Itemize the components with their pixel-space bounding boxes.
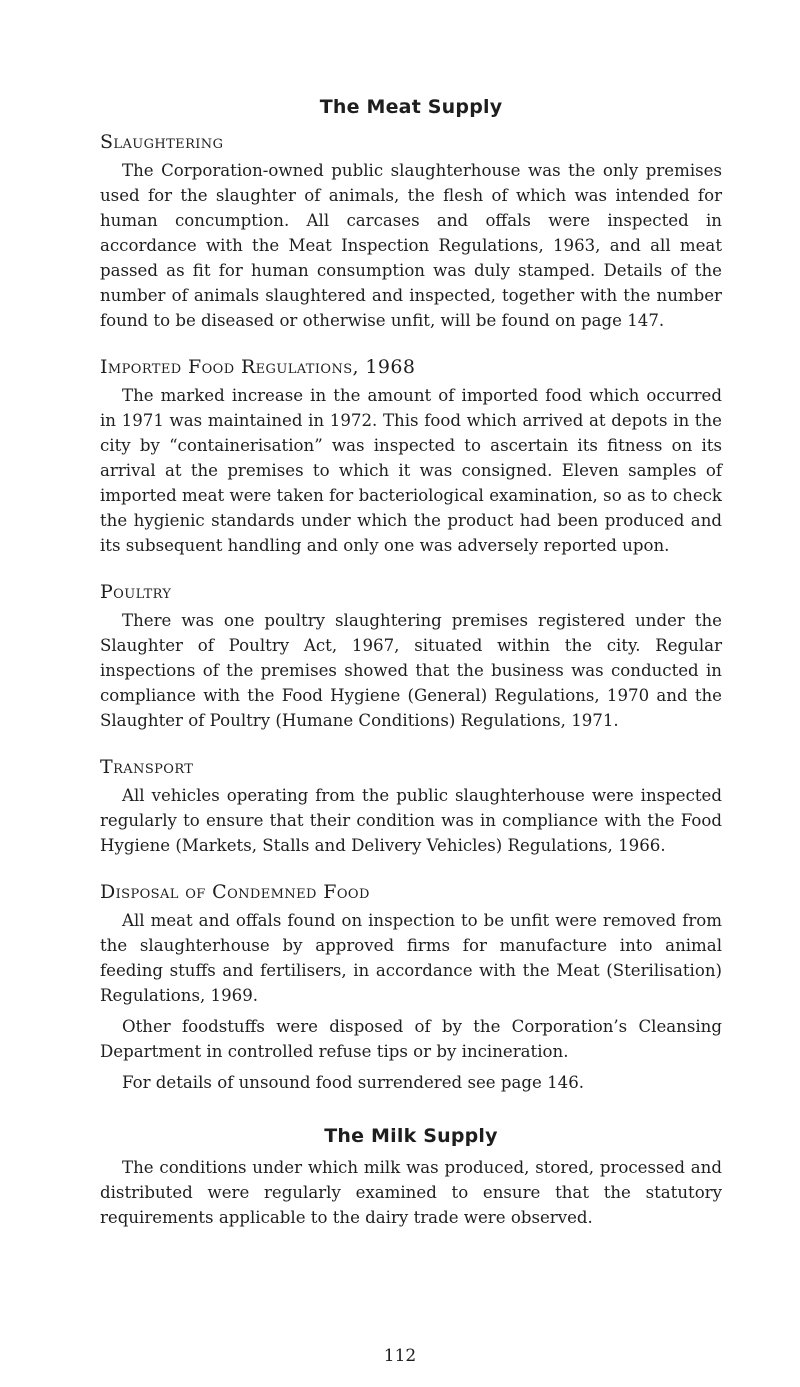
page-number: 112 xyxy=(383,1346,417,1366)
section-poultry xyxy=(100,580,722,733)
meat-supply-heading: The Meat Supply xyxy=(319,96,503,118)
document-page xyxy=(100,96,722,1230)
section-paragraph: There was one poultry slaughtering premises registered under the Slaughter of Poultry Act, 1967, situated within the city. Regular inspections of the premises showed that the business was conducted in compliance with the Food Hygiene (General) Regulations, 1970 and the Slaughter of Poultry (Humane Conditions) Regulations, 1971. xyxy=(100,611,722,730)
section-paragraph: For details of unsound food surrendered see page 146. xyxy=(122,1073,585,1092)
section-heading: Transport xyxy=(100,756,194,778)
section-imported-food xyxy=(100,355,722,558)
section-heading: Disposal of Condemned Food xyxy=(100,881,370,903)
section-heading: Poultry xyxy=(100,581,172,603)
milk-paragraph: The conditions under which milk was produced, stored, processed and distributed were regularly examined to ensure that the statutory requirements applicable to the dairy trade were observed. xyxy=(100,1158,722,1227)
section-heading: Slaughtering xyxy=(100,131,224,153)
milk-supply-heading: The Milk Supply xyxy=(324,1125,498,1147)
section-paragraph: The Corporation-owned public slaughterhouse was the only premises used for the slaughter of animals, the flesh of which was intended for human concumption. All carcases and offals were inspected in accordance with the Meat Inspection Regulations, 1963, and all meat passed as fit for human consumption was duly stamped. Details of the number of animals slaughtered and inspected, together with the number found to be diseased or otherwise unfit, will be found on page 147. xyxy=(100,161,722,330)
section-heading: Imported Food Regulations, 1968 xyxy=(100,356,416,378)
section-paragraph: Other foodstuffs were disposed of by the Corporation’s Cleansing Department in controlled refuse tips or by incineration. xyxy=(100,1017,722,1061)
section-slaughtering xyxy=(100,130,722,333)
section-paragraph: The marked increase in the amount of imported food which occurred in 1971 was maintained in 1972. This food which arrived at depots in the city by “containerisation” was inspected to ascertain its fitness on its arrival at the premises to which it was consigned. Eleven samples of imported meat were taken for bacteriological examination, so as to check the hygienic standards under which the product had been produced and its subsequent handling and only one was adversely reported upon. xyxy=(100,386,722,555)
section-paragraph: All meat and offals found on inspection to be unfit were removed from the slaughterhouse by approved firms for manufacture into animal feeding stuffs and fertilisers, in accordance with the Meat (Sterilisation) Regulations, 1969. xyxy=(100,911,722,1005)
section-disposal xyxy=(100,880,722,1095)
section-paragraph: All vehicles operating from the public slaughterhouse were inspected regularly to ensure that their condition was in compliance with the Food Hygiene (Markets, Stalls and Delivery Vehicles) Regulations, 1966. xyxy=(100,786,722,855)
section-transport xyxy=(100,755,722,858)
